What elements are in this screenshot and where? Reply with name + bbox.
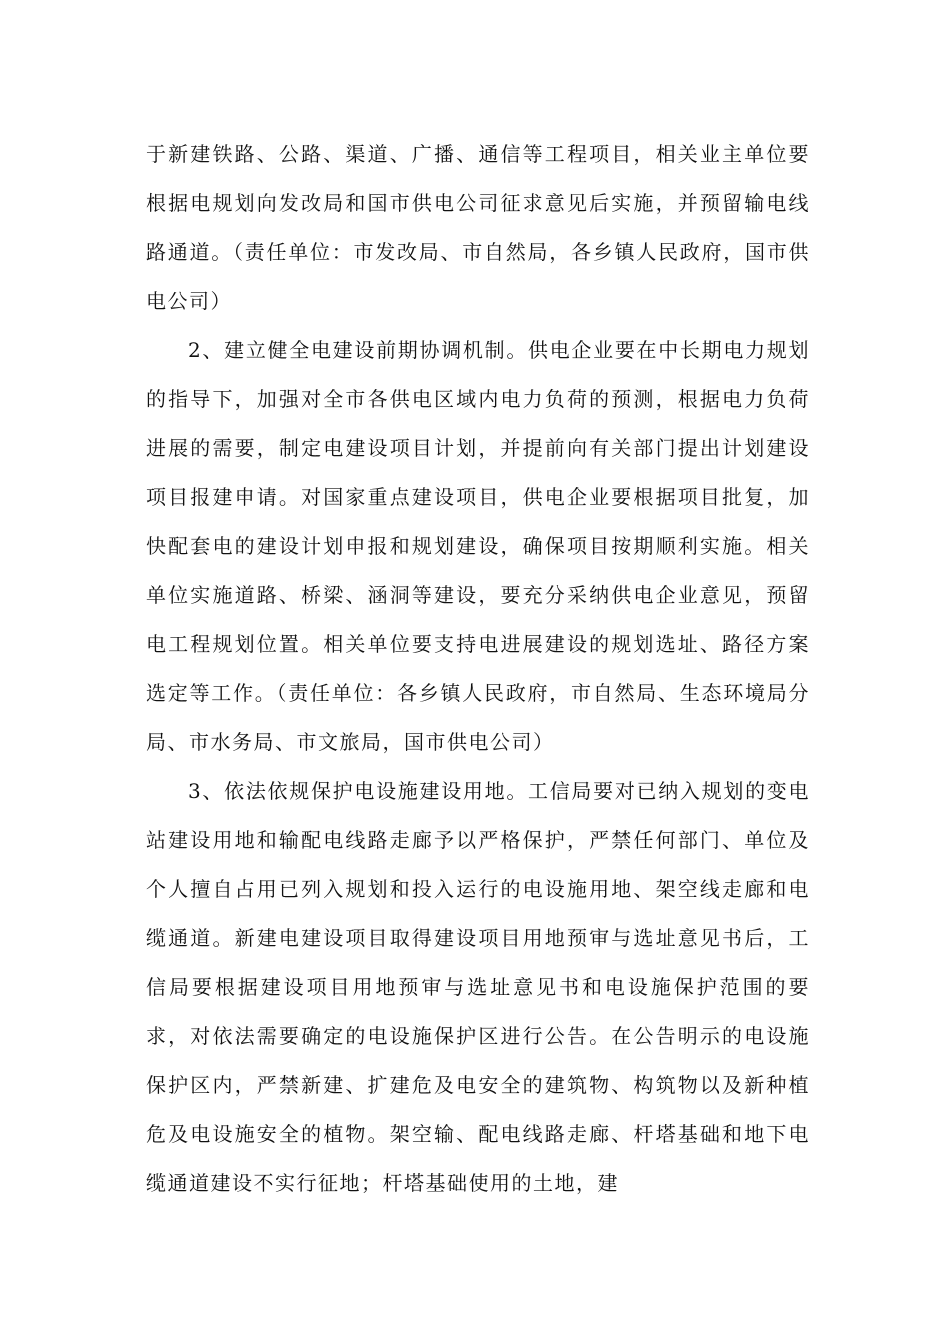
paragraph-continuation: 于新建铁路、公路、渠道、广播、通信等工程项目，相关业主单位要根据电规划向发改局和国市供电公司征求意见后实施，并预留输电线路通道。（责任单位：市发改局、市自然局，各乡镇人民政府，国市供电公司） bbox=[146, 142, 810, 313]
paragraph-item-2: 2、建立健全电建设前期协调机制。供电企业要在中长期电力规划的指导下，加强对全市各供电区域内电力负荷的预测，根据电力负荷进展的需要，制定电建设项目计划，并提前向有关部门提出计划建设项目报建申请。对国家重点建设项目，供电企业要根据项目批复，加快配套电的建设计划申报和规划建设，确保项目按期顺利实施。相关单位实施道路、桥梁、涵洞等建设，要充分采纳供电企业意见，预留电工程规划位置。相关单位要支持电进展建设的规划选址、路径方案选定等工作。（责任单位：各乡镇人民政府，市自然局、生态环境局分局、市水务局、市文旅局，国市供电公司） bbox=[146, 338, 810, 754]
paragraph-item-3: 3、依法依规保护电设施建设用地。工信局要对已纳入规划的变电站建设用地和输配电线路走廊予以严格保护，严禁任何部门、单位及个人擅自占用已列入规划和投入运行的电设施用地、架空线走廊和电缆通道。新建电建设项目取得建设项目用地预审与选址意见书后，工信局要根据建设项目用地预审与选址意见书和电设施保护范围的要求，对依法需要确定的电设施保护区进行公告。在公告明示的电设施保护区内，严禁新建、扩建危及电安全的建筑物、构筑物以及新种植危及电设施安全的植物。架空输、配电线路走廊、杆塔基础和地下电缆通道建设不实行征地；杆塔基础使用的土地，建 bbox=[146, 779, 810, 1195]
document-body bbox=[146, 130, 810, 1208]
